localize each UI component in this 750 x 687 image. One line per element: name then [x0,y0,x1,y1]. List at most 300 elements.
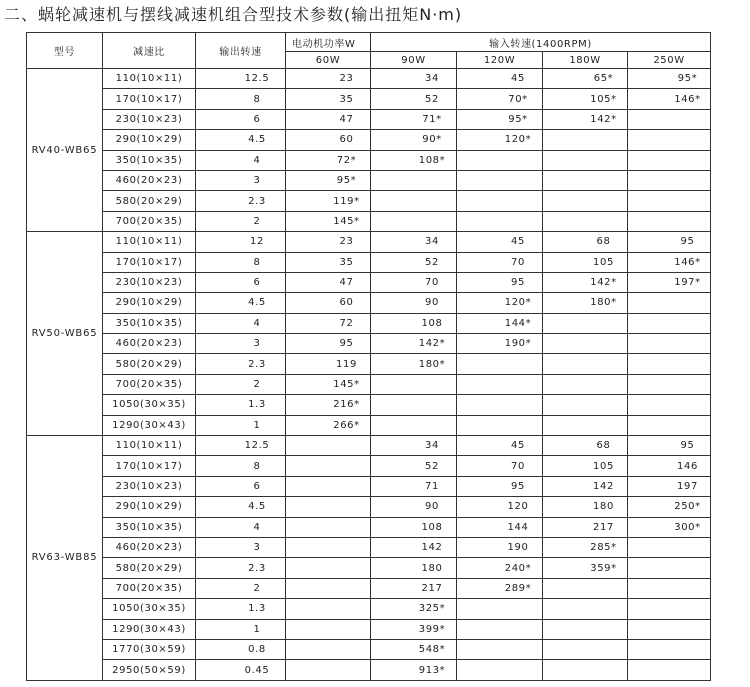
torque-cell [286,232,371,252]
torque-value: 216* [333,399,360,411]
table-row [27,334,711,354]
ratio-cell: 170(10×17) [103,89,196,109]
torque-cell [286,334,371,354]
ratio-cell: 1290(30×43) [103,619,196,639]
torque-cell [286,69,371,89]
torque-cell [628,170,711,190]
output-speed-value: 3 [253,542,261,554]
table-row [27,415,711,435]
ratio-cell: 1290(30×43) [103,415,196,435]
torque-cell [286,558,371,578]
output-speed-value: 2 [253,379,261,391]
spec-table [26,32,711,681]
output-speed-value: 1 [253,623,261,635]
torque-cell [371,558,457,578]
ratio-cell: 350(10×35) [103,517,196,537]
torque-cell [543,456,628,476]
table-row [27,252,711,272]
torque-cell [543,599,628,619]
torque-cell [543,476,628,496]
output-speed-cell [196,354,286,374]
torque-value: 68 [596,236,611,248]
header-power-90w: 90W [371,52,457,69]
torque-value: 180* [590,297,617,309]
header-input-speed: 输入转速(1400RPM) [371,33,711,52]
torque-cell [371,150,457,170]
torque-value: 45 [511,236,525,248]
torque-cell [628,211,711,231]
ratio-cell: 700(20×35) [103,578,196,598]
torque-value: 70 [511,460,525,472]
torque-cell [371,436,457,456]
torque-value: 146* [674,93,701,105]
output-speed-value: 2.3 [248,358,266,370]
output-speed-cell [196,599,286,619]
torque-value: 70 [425,277,439,289]
header-output-speed: 输出转速 [196,33,286,69]
output-speed-value: 4.5 [248,297,266,309]
torque-cell [286,374,371,394]
table-row [27,109,711,129]
torque-cell [543,578,628,598]
output-speed-value: 6 [253,113,261,125]
torque-value: 90* [422,134,442,146]
ratio-cell: 230(10×23) [103,109,196,129]
output-speed-value: 12.5 [244,440,270,452]
torque-cell [286,252,371,272]
output-speed-cell [196,456,286,476]
torque-value: 52 [425,93,439,105]
ratio-cell: 580(20×29) [103,558,196,578]
torque-cell [457,537,543,557]
torque-value: 71 [425,481,439,492]
torque-cell [457,170,543,190]
torque-cell [371,374,457,394]
spec-table-body [27,33,711,681]
torque-cell [371,109,457,129]
torque-cell [457,476,543,496]
torque-value: 105* [590,93,617,105]
table-row [27,293,711,313]
ratio-cell: 110(10×11) [103,232,196,252]
output-speed-cell [196,476,286,496]
torque-value: 913* [418,664,446,676]
torque-cell [457,558,543,578]
header-power-180w: 180W [543,52,628,69]
model-cell: RV40-WB65 [27,69,103,232]
output-speed-value: 8 [253,93,261,105]
torque-cell [628,599,711,619]
torque-cell [371,354,457,374]
torque-value: 285* [590,542,617,554]
torque-value: 34 [425,73,439,85]
torque-cell [371,252,457,272]
torque-cell [286,313,371,333]
torque-cell [286,476,371,496]
torque-value: 142 [421,542,443,554]
torque-cell [628,436,711,456]
torque-cell [286,660,371,680]
ratio-cell: 110(10×11) [103,69,196,89]
torque-value: 72 [339,317,354,329]
torque-cell [286,517,371,537]
table-row [27,150,711,170]
torque-cell [286,211,371,231]
torque-cell [286,109,371,129]
torque-value: 68 [596,440,611,452]
header-motor-power: 电动机功率W [286,33,371,52]
torque-value: 105 [593,256,614,268]
torque-value: 72* [336,154,357,166]
torque-cell [286,354,371,374]
table-row [27,456,711,476]
torque-cell [371,639,457,659]
output-speed-value: 1 [253,419,261,431]
torque-cell [371,232,457,252]
torque-cell [286,436,371,456]
ratio-cell: 230(10×23) [103,476,196,496]
output-speed-value: 6 [253,277,261,289]
torque-cell [543,497,628,517]
table-row [27,537,711,557]
torque-cell [628,293,711,313]
torque-cell [457,619,543,639]
torque-value: 217 [421,582,443,594]
output-speed-cell [196,252,286,272]
torque-cell [457,354,543,374]
table-row [27,130,711,150]
torque-cell [286,599,371,619]
output-speed-cell [196,415,286,435]
torque-cell [457,69,543,89]
torque-cell [543,558,628,578]
torque-cell [457,313,543,333]
output-speed-cell [196,191,286,211]
ratio-cell: 580(20×29) [103,354,196,374]
torque-cell [543,334,628,354]
torque-value: 47 [339,113,354,125]
output-speed-value: 0.45 [244,664,270,676]
torque-cell [371,191,457,211]
torque-value: 300* [674,521,701,533]
torque-value: 108 [421,521,443,533]
torque-value: 119* [333,195,360,207]
output-speed-value: 8 [253,256,261,268]
torque-cell [457,191,543,211]
output-speed-value: 6 [253,481,261,492]
torque-value: 250* [674,501,701,513]
torque-value: 35 [339,256,354,268]
torque-cell [371,415,457,435]
table-row [27,639,711,659]
torque-cell [286,619,371,639]
torque-cell [543,293,628,313]
torque-cell [457,272,543,292]
torque-value: 190* [504,338,532,350]
output-speed-value: 8 [253,460,261,472]
torque-value: 266* [333,419,360,431]
torque-cell [628,558,711,578]
torque-cell [457,456,543,476]
torque-cell [457,517,543,537]
torque-cell [628,578,711,598]
torque-value: 399* [418,623,446,635]
torque-value: 23 [339,236,354,248]
torque-value: 95 [680,440,695,452]
torque-cell [371,293,457,313]
output-speed-cell [196,170,286,190]
torque-value: 34 [425,440,439,452]
ratio-cell: 170(10×17) [103,456,196,476]
table-row [27,599,711,619]
torque-value: 145* [333,379,360,391]
torque-value: 60 [339,134,354,146]
table-row [27,517,711,537]
torque-value: 105 [593,460,614,472]
torque-cell [543,415,628,435]
torque-value: 142* [590,277,617,289]
torque-cell [286,293,371,313]
torque-cell [543,89,628,109]
output-speed-value: 4.5 [248,134,266,146]
torque-cell [628,415,711,435]
table-row [27,211,711,231]
torque-cell [543,272,628,292]
output-speed-cell [196,374,286,394]
table-row [27,354,711,374]
torque-cell [543,517,628,537]
torque-cell [543,436,628,456]
output-speed-cell [196,109,286,129]
torque-cell [628,354,711,374]
torque-value: 120 [507,501,529,513]
torque-value: 95 [511,481,525,492]
torque-cell [371,578,457,598]
torque-cell [457,497,543,517]
torque-value: 289* [504,582,532,594]
table-row [27,558,711,578]
torque-cell [457,599,543,619]
output-speed-cell [196,89,286,109]
torque-cell [628,252,711,272]
torque-value: 142 [593,481,614,492]
model-cell: RV50-WB65 [27,232,103,436]
torque-cell [543,537,628,557]
header-power-120w: 120W [457,52,543,69]
torque-value: 359* [590,562,617,574]
torque-value: 95* [336,175,357,187]
torque-cell [371,170,457,190]
output-speed-cell [196,211,286,231]
torque-cell [457,232,543,252]
torque-cell [371,89,457,109]
ratio-cell: 460(20×23) [103,537,196,557]
torque-value: 34 [425,236,439,248]
torque-cell [543,619,628,639]
header-power-250w: 250W [628,52,711,69]
torque-cell [628,660,711,680]
torque-cell [543,170,628,190]
torque-value: 190 [507,542,529,554]
output-speed-value: 3 [253,338,261,350]
output-speed-value: 2 [253,215,261,227]
torque-cell [628,619,711,639]
header-power-60w: 60W [286,52,371,69]
ratio-cell: 350(10×35) [103,313,196,333]
torque-value: 47 [339,277,354,289]
torque-cell [457,578,543,598]
torque-value: 548* [418,644,446,656]
torque-cell [628,517,711,537]
torque-cell [543,211,628,231]
torque-cell [628,69,711,89]
output-speed-cell [196,619,286,639]
torque-value: 120* [504,297,532,309]
table-row [27,272,711,292]
torque-value: 95* [677,73,698,85]
output-speed-value: 2.3 [248,562,266,574]
torque-value: 95 [511,277,525,289]
torque-value: 52 [425,256,439,268]
torque-cell [457,130,543,150]
ratio-cell: 1770(30×59) [103,639,196,659]
output-speed-value: 4 [253,521,261,533]
output-speed-value: 4 [253,317,261,329]
torque-value: 180 [421,562,443,574]
torque-cell [543,191,628,211]
ratio-cell: 2950(50×59) [103,660,196,680]
output-speed-cell [196,313,286,333]
output-speed-value: 4.5 [248,501,266,513]
torque-cell [628,109,711,129]
output-speed-value: 2.3 [248,195,266,207]
torque-cell [457,660,543,680]
ratio-cell: 460(20×23) [103,170,196,190]
torque-cell [543,639,628,659]
torque-value: 23 [339,73,354,85]
torque-cell [543,232,628,252]
torque-value: 108* [418,154,446,166]
torque-value: 65* [593,73,614,85]
torque-value: 52 [425,460,439,472]
ratio-cell: 1050(30×35) [103,599,196,619]
torque-cell [371,272,457,292]
torque-cell [628,313,711,333]
torque-value: 119 [336,358,357,370]
torque-cell [628,89,711,109]
model-cell: RV63-WB85 [27,436,103,681]
torque-cell [457,334,543,354]
torque-cell [457,395,543,415]
ratio-cell: 290(10×29) [103,293,196,313]
torque-cell [286,89,371,109]
torque-cell [286,537,371,557]
ratio-cell: 460(20×23) [103,334,196,354]
torque-cell [286,497,371,517]
table-row [27,497,711,517]
torque-cell [371,313,457,333]
table-row [27,374,711,394]
output-speed-cell [196,517,286,537]
torque-cell [543,109,628,129]
torque-cell [286,150,371,170]
torque-cell [371,619,457,639]
ratio-cell: 1050(30×35) [103,395,196,415]
torque-cell [286,639,371,659]
page-title: 二、蜗轮减速机与摆线减速机组合型技术参数(输出扭矩N·m) [4,5,463,24]
output-speed-value: 1.3 [248,603,266,615]
ratio-cell: 290(10×29) [103,130,196,150]
output-speed-cell [196,436,286,456]
torque-cell [371,395,457,415]
output-speed-cell [196,395,286,415]
torque-value: 146 [677,460,698,472]
torque-cell [371,69,457,89]
torque-cell [457,150,543,170]
output-speed-cell [196,639,286,659]
output-speed-cell [196,537,286,557]
output-speed-cell [196,497,286,517]
torque-cell [371,456,457,476]
torque-cell [628,232,711,252]
torque-cell [371,334,457,354]
table-row [27,89,711,109]
torque-cell [628,130,711,150]
table-row [27,313,711,333]
torque-cell [457,374,543,394]
header-row-1 [27,33,711,52]
ratio-cell: 350(10×35) [103,150,196,170]
torque-value: 108 [421,317,443,329]
table-row [27,476,711,496]
table-row [27,578,711,598]
torque-cell [543,354,628,374]
torque-cell [286,578,371,598]
torque-value: 197 [677,481,698,492]
torque-cell [457,89,543,109]
torque-cell [628,334,711,354]
torque-value: 95* [508,113,528,125]
ratio-cell: 110(10×11) [103,436,196,456]
torque-cell [543,130,628,150]
output-speed-cell [196,69,286,89]
torque-value: 90 [425,297,439,309]
torque-value: 95 [680,236,695,248]
torque-cell [628,395,711,415]
torque-cell [286,395,371,415]
torque-value: 142* [418,338,446,350]
output-speed-cell [196,334,286,354]
output-speed-value: 12 [250,236,264,248]
output-speed-cell [196,293,286,313]
torque-value: 35 [339,93,354,105]
table-row [27,436,711,456]
torque-cell [543,395,628,415]
torque-cell [543,660,628,680]
table-row [27,191,711,211]
ratio-cell: 700(20×35) [103,211,196,231]
table-row [27,660,711,680]
table-row [27,170,711,190]
output-speed-value: 2 [253,582,261,594]
table-row [27,619,711,639]
torque-cell [457,293,543,313]
torque-value: 180* [418,358,446,370]
torque-cell [286,130,371,150]
output-speed-value: 3 [253,175,261,187]
torque-value: 325* [418,603,446,615]
torque-cell [543,313,628,333]
